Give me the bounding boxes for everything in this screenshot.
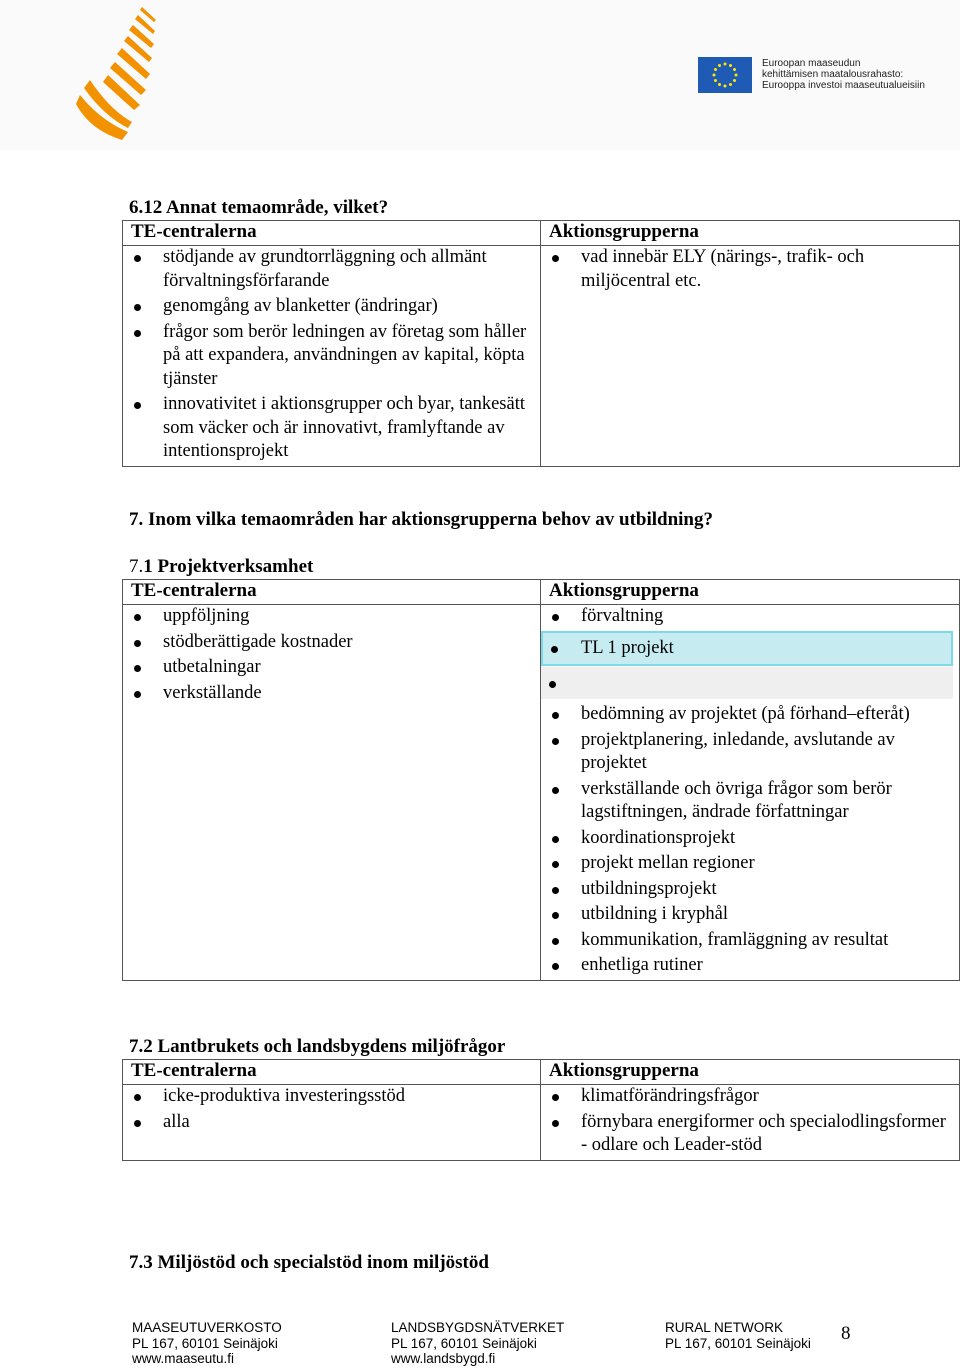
list-item: projektplanering, inledande, avslutande av projektet	[549, 729, 953, 776]
list-item: enhetliga rutiner	[549, 954, 953, 978]
footer-url[interactable]: www.maaseutu.fi	[132, 1351, 235, 1366]
table-7-1	[122, 579, 960, 981]
section-heading-7: 7. Inom vilka temaområden har aktionsgrupperna behov av utbildning?	[129, 509, 713, 530]
footer-org-name: MAASEUTUVERKOSTO	[132, 1320, 282, 1335]
col-header-aktion: Aktionsgrupperna	[541, 1060, 960, 1085]
col-header-aktion: Aktionsgrupperna	[541, 580, 960, 605]
footer-col-1	[132, 1320, 282, 1367]
eu-star-icon	[714, 68, 717, 71]
maaseutu-logo	[70, 0, 170, 145]
list-item: utbildningsprojekt	[549, 878, 953, 902]
list-item: icke-produktiva investeringsstöd	[131, 1085, 534, 1109]
eu-star-icon	[724, 63, 727, 66]
eu-star-icon	[729, 83, 732, 86]
section-heading-6-12: 6.12 Annat temaområde, vilket?	[129, 197, 389, 218]
list-item: förnybara energiformer och specialodlingsformer - odlare och Leader-stöd	[549, 1111, 953, 1158]
footer-address: PL 167, 60101 Seinäjoki	[391, 1335, 537, 1351]
heading-text: 1 Projektverksamhet	[143, 556, 314, 577]
col-header-te: TE-centralerna	[123, 221, 541, 246]
eu-star-icon	[735, 74, 738, 77]
list-item: förvaltning	[549, 605, 953, 629]
table-7-2	[122, 1059, 960, 1161]
footer-col-2	[391, 1320, 564, 1367]
te-list	[131, 1085, 534, 1134]
list-item: kommunikation, framläggning av resultat	[549, 929, 953, 953]
list-item: stödjande av grundtorrläggning och allmänt förvaltningsförfarande	[131, 246, 534, 293]
empty-list-item	[541, 667, 953, 699]
eu-star-icon	[718, 83, 721, 86]
eu-line: Eurooppa investoi maaseutualueisiin	[762, 80, 925, 91]
footer-url[interactable]: www.landsbygd.fi	[391, 1351, 496, 1366]
list-item: utbildning i kryphål	[549, 903, 953, 927]
list-item: verkställande	[131, 682, 534, 706]
te-cell	[123, 605, 541, 981]
list-item: genomgång av blanketter (ändringar)	[131, 295, 534, 319]
eu-star-icon	[714, 79, 717, 82]
eu-line: kehittämisen maatalousrahasto:	[762, 69, 904, 80]
eu-star-icon	[733, 79, 736, 82]
list-item: verkställande och övriga frågor som berör lagstiftningen, ändrade författningar	[549, 778, 953, 825]
eu-star-icon	[733, 68, 736, 71]
aktion-cell	[541, 246, 960, 467]
eu-star-icon	[718, 64, 721, 67]
section-heading-7-1	[129, 556, 313, 578]
eu-flag-icon	[698, 57, 752, 93]
page-number: 8	[841, 1323, 851, 1344]
list-item: koordinationsprojekt	[549, 827, 953, 851]
eu-star-icon	[724, 85, 727, 88]
aktion-list	[549, 605, 953, 978]
te-list	[131, 605, 534, 705]
footer-address: PL 167, 60101 Seinäjoki	[665, 1335, 811, 1351]
te-list	[131, 246, 534, 464]
footer-org-name: LANDSBYGDSNÄTVERKET	[391, 1320, 565, 1335]
list-item: projekt mellan regioner	[549, 852, 953, 876]
highlighted-list-item: TL 1 projekt	[541, 631, 953, 667]
table-6-12	[122, 220, 960, 467]
te-cell	[123, 246, 541, 467]
list-item: utbetalningar	[131, 656, 534, 680]
section-heading-7-2: 7.2 Lantbrukets och landsbygdens miljöfrågor	[129, 1036, 506, 1057]
aktion-cell	[541, 605, 960, 981]
footer-address: PL 167, 60101 Seinäjoki	[132, 1335, 278, 1351]
list-item: bedömning av projektet (på förhand–efteråt)	[549, 703, 953, 727]
eu-star-icon	[713, 74, 716, 77]
footer-org-name: RURAL NETWORK	[665, 1320, 784, 1335]
col-header-te: TE-centralerna	[123, 1060, 541, 1085]
list-item: klimatförändringsfrågor	[549, 1085, 953, 1109]
te-cell	[123, 1085, 541, 1161]
aktion-cell	[541, 1085, 960, 1161]
heading-number: 7.	[129, 556, 144, 577]
footer-col-3	[665, 1320, 811, 1351]
eu-line: Euroopan maaseudun	[762, 58, 861, 69]
section-heading-7-3: 7.3 Miljöstöd och specialstöd inom miljöstöd	[129, 1252, 489, 1273]
list-item: innovativitet i aktionsgrupper och byar, tankesätt som väcker och är innovativt, framlyftande av intentionsprojekt	[131, 393, 534, 464]
list-item: vad innebär ELY (närings-, trafik- och miljöcentral etc.	[549, 246, 953, 293]
col-header-te: TE-centralerna	[123, 580, 541, 605]
eu-fund-text	[762, 58, 925, 91]
aktion-list	[549, 1085, 953, 1158]
list-item: stödberättigade kostnader	[131, 631, 534, 655]
eu-star-icon	[729, 64, 732, 67]
aktion-list	[549, 246, 953, 293]
list-item: frågor som berör ledningen av företag som håller på att expandera, användningen av kapital, köpta tjänster	[131, 321, 534, 392]
list-item: uppföljning	[131, 605, 534, 629]
list-item: alla	[131, 1111, 534, 1135]
col-header-aktion: Aktionsgrupperna	[541, 221, 960, 246]
